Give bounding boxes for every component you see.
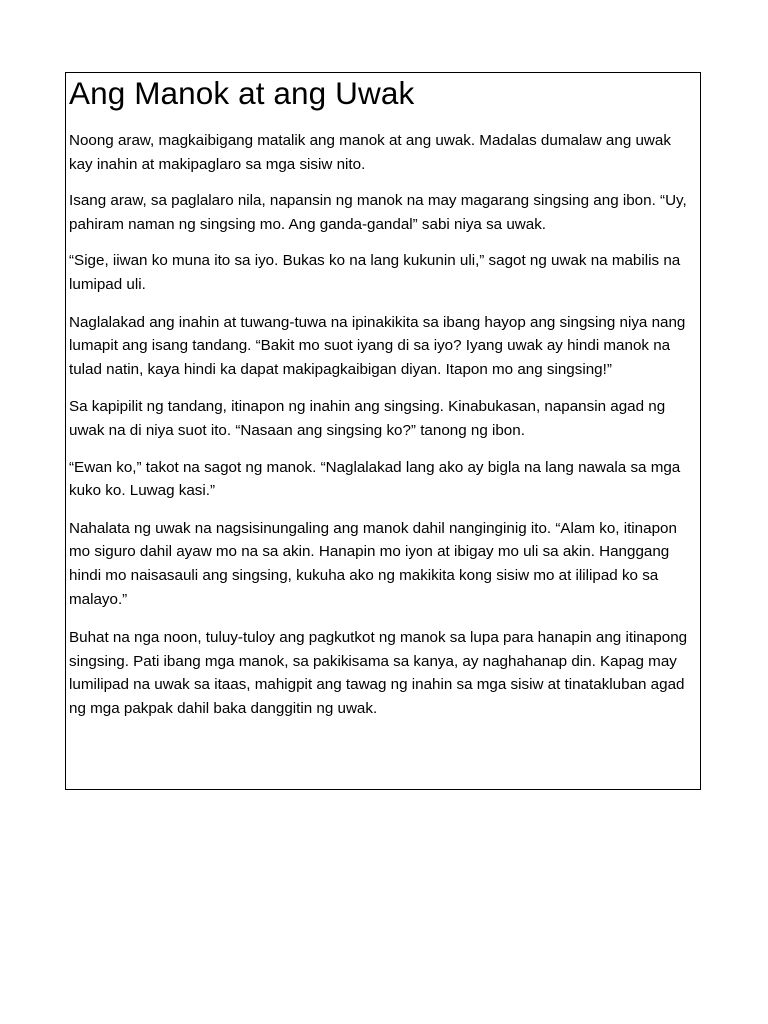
story-paragraph: Noong araw, magkaibigang matalik ang manok at ang uwak. Madalas dumalaw ang uwak kay inahin at makipaglaro sa mga sisiw nito. [69,132,671,173]
story-paragraph: “Ewan ko,” takot na sagot ng manok. “Naglalakad lang ako ay bigla na lang nawala sa mga kuko ko. Luwag kasi.” [69,458,681,500]
story-paragraph: Sa kapipilit ng tandang, itinapon ng inahin ang singsing. Kinabukasan, napansin agad ng uwak na di niya suot ito. “Nasaan ang singsing ko?” tanong ng ibon. [69,398,666,439]
story-paragraph: Buhat na nga noon, tuluy-tuloy ang pagkutkot ng manok sa lupa para hanapin ang itinapong singsing. Pati ibang mga manok, sa pakikisama sa kanya, ay naghahanap din. Kapag may lumilipad na uwak sa itaas, mahigpit ang tawag ng inahin sa mga sisiw at tinatakluban agad ng mga pakpak dahil baka danggitin ng uwak. [69,629,688,717]
story-paragraph: “Sige, iiwan ko muna ito sa iyo. Bukas ko na lang kukunin uli,” sagot ng uwak na mabilis na lumipad uli. [69,252,681,293]
story-paragraph: Isang araw, sa paglalaro nila, napansin ng manok na may magarang singsing ang ibon. “Uy, pahiram naman ng singsing mo. Ang ganda-gandal” sabi niya sa uwak. [69,192,687,233]
story-body [69,129,696,720]
document-title: Ang Manok at ang Uwak [69,75,415,111]
story-paragraph: Naglalakad ang inahin at tuwang-tuwa na ipinakikita sa ibang hayop ang singsing niya nang lumapit ang isang tandang. “Bakit mo suot iyang di sa iyo? Iyang uwak ay hindi manok na tulad natin, kaya hindi ka dapat makipagkaibigan diyan. Itapon mo ang singsing!” [69,313,686,378]
story-paragraph: Nahalata ng uwak na nagsisinungaling ang manok dahil nanginginig ito. “Alam ko, itinapon mo siguro dahil ayaw mo na sa akin. Hanapin mo iyon at ibigay mo uli sa akin. Hanggang hindi mo naisasauli ang singsing, kukuha ako ng makikita kong sisiw mo at ililipad ko sa malayo.” [69,519,677,608]
document-frame [65,72,701,790]
